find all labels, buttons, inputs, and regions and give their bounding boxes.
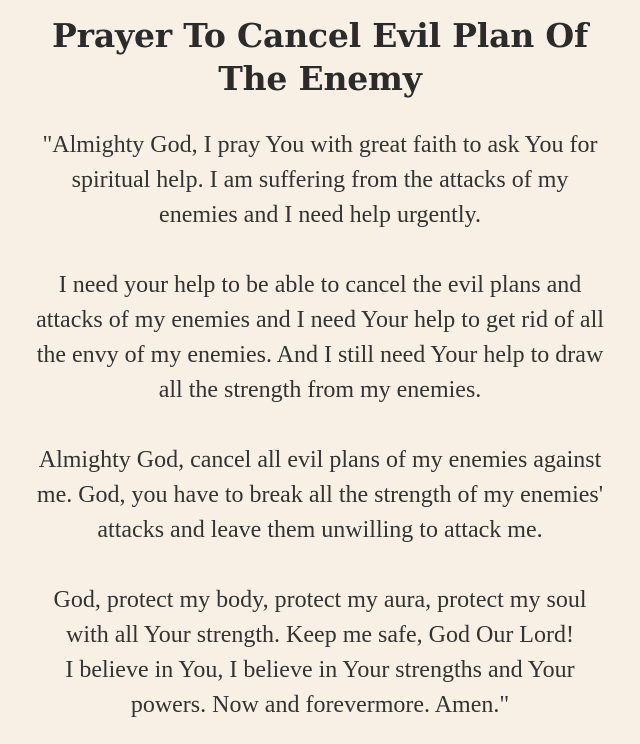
paragraph-line: powers. Now and forevermore. Amen."	[130, 692, 510, 718]
paragraph-line: God, protect my body, protect my aura, protect my soul	[53, 587, 587, 613]
title-line-1: Prayer To Cancel Evil Plan Of	[52, 16, 588, 55]
prayer-paragraph-1	[14, 128, 626, 233]
paragraph-line: Almighty God, cancel all evil plans of my enemies against	[38, 447, 602, 473]
paragraph-line: spiritual help. I am suffering from the attacks of my	[71, 167, 569, 193]
prayer-paragraph-2	[14, 268, 626, 408]
paragraph-line: enemies and I need help urgently.	[159, 202, 481, 228]
paragraph-line: me. God, you have to break all the strength of my enemies'	[36, 482, 604, 508]
paragraph-line: attacks and leave them unwilling to attack me.	[97, 517, 543, 543]
prayer-paragraph-3	[14, 443, 626, 548]
paragraph-line: I believe in You, I believe in Your strengths and Your	[65, 657, 575, 683]
page-title	[14, 14, 626, 100]
paragraph-line: the envy of my enemies. And I still need Your help to draw	[36, 342, 604, 368]
paragraph-line: attacks of my enemies and I need Your help to get rid of all	[36, 307, 604, 333]
paragraph-line: with all Your strength. Keep me safe, God Our Lord!	[66, 622, 574, 648]
title-line-2: The Enemy	[218, 59, 422, 98]
paragraph-line: I need your help to be able to cancel the evil plans and	[58, 272, 582, 298]
paragraph-line: "Almighty God, I pray You with great faith to ask You for	[42, 132, 598, 158]
prayer-paragraph-4	[14, 583, 626, 723]
paragraph-line: all the strength from my enemies.	[158, 377, 482, 403]
